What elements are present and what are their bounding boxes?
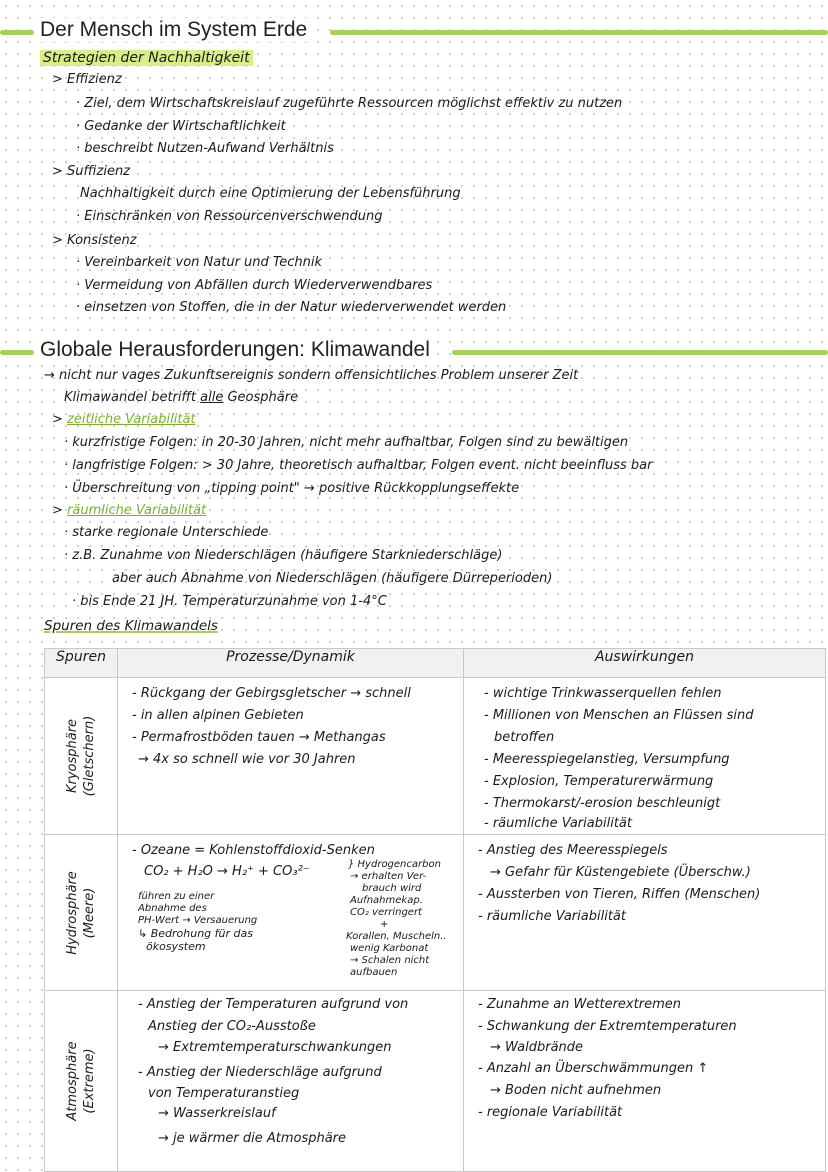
section-title: Globale Herausforderungen: Klimawandel [40,338,434,362]
col-header-spuren: Spuren [45,649,118,678]
header-bar-right [452,350,828,355]
section-header-mensch [0,18,828,48]
prozesse-cell: - Ozeane = Kohlenstoffdioxid-Senken CO₂ + H₂O → H₂⁺ + CO₃²⁻ führen zu einer Abnahme des PH-Wert → Versauerung ↳ Bedrohung für das ökosystem } Hydrogencarbon → erhalten Ver- brauch wird Aufnahmekap. CO₂ verringert + Korallen, Muscheln.. wenig Karbonat → Schalen nicht aufbauen [118,835,464,991]
group-suffizienz-head: > Suffizienz [52,164,131,179]
list-item: · Vereinbarkeit von Natur und Technik [76,255,323,270]
list-item: aber auch Abnahme von Niederschlägen (häufigere Dürreperioden) [112,571,553,586]
list-item: · bis Ende 21 JH. Temperaturzunahme von 1-4°C [72,594,387,609]
col-header-auswirkungen: Auswirkungen [464,649,826,678]
list-item: · Einschränken von Ressourcenverschwendung [76,209,383,224]
auswirkungen-cell: - Anstieg des Meeresspiegels → Gefahr für Küstengebiete (Überschw.) - Aussterben von Tieren, Riffen (Menschen) - räumliche Variabilität [464,835,826,991]
row-label-kryosphaere: Kryosphäre (Gletschern) [45,678,118,835]
group-konsistenz-head: > Konsistenz [52,233,137,248]
section-title: Der Mensch im System Erde [40,18,311,42]
row-label-atmosphaere: Atmosphäre (Extreme) [45,991,118,1172]
auswirkungen-cell: - wichtige Trinkwasserquellen fehlen - Millionen von Menschen an Flüssen sind betroffen - Meeresspiegelanstieg, Versumpfung - Explosion, Temperaturerwärmung - Thermokarst/-erosion beschleunigt - räumliche Variabilität [464,678,826,835]
raeumliche-variabilitaet-head: > räumliche Variabilität [52,503,207,518]
table-header-row [45,649,826,678]
list-item: · einsetzen von Stoffen, die in der Natur wiederverwendet werden [76,300,507,315]
list-item: · langfristige Folgen: > 30 Jahre, theoretisch aufhaltbar, Folgen event. nicht beeinfluss bar [64,458,653,473]
spuren-title: Spuren des Klimawandels [44,618,218,634]
list-item: · Gedanke der Wirtschaftlichkeit [76,119,286,134]
zeitliche-variabilitaet-head: > zeitliche Variabilität [52,412,196,427]
list-item: · Vermeidung von Abfällen durch Wiederverwendbares [76,278,433,293]
header-bar-left [0,30,34,35]
list-item: · z.B. Zunahme von Niederschlägen (häufigere Starkniederschläge) [64,548,503,563]
list-item: · Ziel, dem Wirtschaftskreislauf zugeführte Ressourcen möglichst effektiv zu nutzen [76,96,623,111]
list-item: · starke regionale Unterschiede [64,525,269,540]
strategien-subtitle: Strategien der Nachhaltigkeit [40,50,253,66]
row-label-hydrosphaere: Hydrosphäre (Meere) [45,835,118,991]
prozesse-cell: - Anstieg der Temperaturen aufgrund von Anstieg der CO₂-Ausstoße → Extremtemperaturschwankungen - Anstieg der Niederschläge aufgrund von Temperaturanstieg → Wasserkreislauf → je wärmer die Atmosphäre [118,991,464,1172]
list-item: · kurzfristige Folgen: in 20-30 Jahren, nicht mehr aufhaltbar, Folgen sind zu bewältigen [64,435,629,450]
group-effizienz-head: > Effizienz [52,72,122,87]
table-row [45,991,826,1172]
auswirkungen-cell: - Zunahme an Wetterextremen - Schwankung der Extremtemperaturen → Waldbrände - Anzahl an Überschwämmungen ↑ → Boden nicht aufnehmen - regionale Variabilität [464,991,826,1172]
section-header-klimawandel [0,338,828,368]
list-item: · beschreibt Nutzen-Aufwand Verhältnis [76,141,334,156]
col-header-prozesse: Prozesse/Dynamik [118,649,464,678]
list-item: Nachhaltigkeit durch eine Optimierung der Lebensführung [80,186,461,201]
prozesse-cell: - Rückgang der Gebirgsgletscher → schnell - in allen alpinen Gebieten - Permafrostböden tauen → Methangas → 4x so schnell wie vor 30 Jahren [118,678,464,835]
header-bar-left [0,350,34,355]
intro-line-2: Klimawandel betrifft alle Geosphäre [64,390,299,405]
list-item: · Überschreitung von „tipping point" → positive Rückkopplungseffekte [64,481,520,496]
intro-line-1: → nicht nur vages Zukunftsereignis sondern offensichtliches Problem unserer Zeit [44,368,579,383]
table-row [45,678,826,835]
table-row [45,835,826,991]
spuren-table [44,648,826,1172]
header-bar-right [330,30,828,35]
